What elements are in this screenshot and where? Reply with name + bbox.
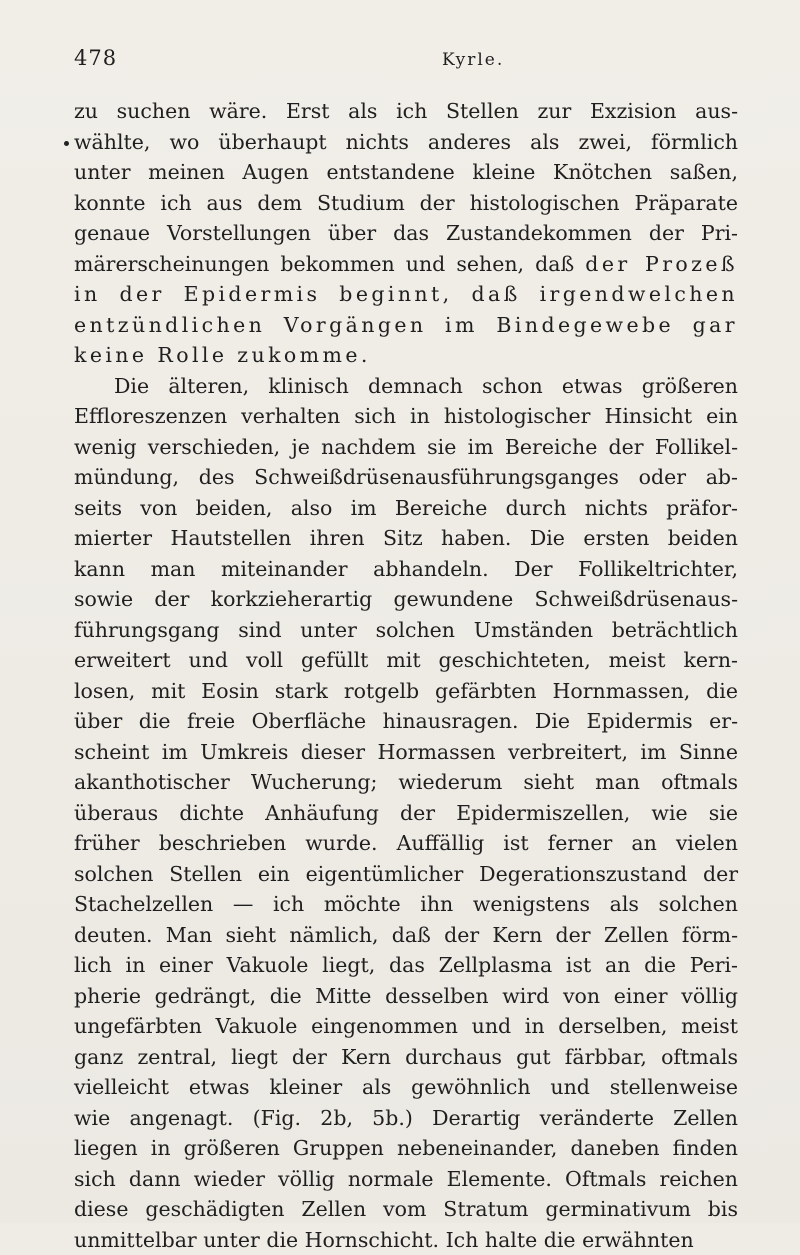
text-line: konnte ich aus dem Studium der histologischen Präparate xyxy=(74,188,738,219)
text-line: Stachelzellen — ich möchte ihn wenigstens als solchen xyxy=(74,889,738,920)
text-line: pherie gedrängt, die Mitte desselben wird von einer völlig xyxy=(74,981,738,1012)
text-line: wie angenagt. (Fig. 2b, 5b.) Derartig veränderte Zellen xyxy=(74,1103,738,1134)
text-line: deuten. Man sieht nämlich, daß der Kern der Zellen förm- xyxy=(74,920,738,951)
text-line: führungsgang sind unter solchen Umständen beträchtlich xyxy=(74,615,738,646)
page-number: 478 xyxy=(74,46,117,70)
text-line: über die freie Oberfläche hinausragen. Die Epidermis er- xyxy=(74,706,738,737)
text-line: kann man miteinander abhandeln. Der Follikeltrichter, xyxy=(74,554,738,585)
text-line: unter meinen Augen entstandene kleine Knötchen saßen, xyxy=(74,157,738,188)
text-line: wenig verschieden, je nachdem sie im Bereiche der Follikel- xyxy=(74,432,738,463)
text-line: früher beschrieben wurde. Auffällig ist ferner an vielen xyxy=(74,828,738,859)
text-line: akanthotischer Wucherung; wiederum sieht man oftmals xyxy=(74,767,738,798)
text-line: zu suchen wäre. Erst als ich Stellen zur Exzision aus- xyxy=(74,96,738,127)
text-line: solchen Stellen ein eigentümlicher Degerationszustand der xyxy=(74,859,738,890)
text-line: erweitert und voll gefüllt mit geschichteten, meist kern- xyxy=(74,645,738,676)
text-line: unmittelbar unter die Hornschicht. Ich halte die erwähnten xyxy=(74,1225,738,1255)
text-segment: märerscheinungen bekommen und sehen, daß xyxy=(74,252,574,276)
text-line: überaus dichte Anhäufung der Epidermiszellen, wie sie xyxy=(74,798,738,829)
page-header xyxy=(74,46,738,80)
text-line: wählte, wo überhaupt nichts anderes als zwei, förmlich xyxy=(74,127,738,158)
running-head: Kyrle. xyxy=(442,50,504,70)
text-line: sowie der korkzieherartig gewundene Schweißdrüsenaus- xyxy=(74,584,738,615)
spaced-emphasis: der Prozeß xyxy=(585,252,738,276)
text-line: seits von beiden, also im Bereiche durch nichts präfor- xyxy=(74,493,738,524)
text-line: mündung, des Schweißdrüsenausführungsganges oder ab- xyxy=(74,462,738,493)
text-line: diese geschädigten Zellen vom Stratum germinativum bis xyxy=(74,1194,738,1225)
text-line: genaue Vorstellungen über das Zustandekommen der Pri- xyxy=(74,218,738,249)
text-line: lich in einer Vakuole liegt, das Zellplasma ist an die Peri- xyxy=(74,950,738,981)
text-line: scheint im Umkreis dieser Hormassen verbreitert, im Sinne xyxy=(74,737,738,768)
text-line: Die älteren, klinisch demnach schon etwas größeren xyxy=(74,371,738,402)
text-line: losen, mit Eosin stark rotgelb gefärbten Hornmassen, die xyxy=(74,676,738,707)
text-line: vielleicht etwas kleiner als gewöhnlich und stellenweise xyxy=(74,1072,738,1103)
text-line-mixed xyxy=(74,249,738,280)
body-text xyxy=(74,96,738,1255)
text-line-spaced: keine Rolle zukomme. xyxy=(74,340,738,371)
margin-mark xyxy=(64,141,69,146)
text-line: liegen in größeren Gruppen nebeneinander, daneben finden xyxy=(74,1133,738,1164)
text-line-spaced: entzündlichen Vorgängen im Bindegewebe gar xyxy=(74,310,738,341)
text-line: sich dann wieder völlig normale Elemente. Oftmals reichen xyxy=(74,1164,738,1195)
text-line: mierter Hautstellen ihren Sitz haben. Die ersten beiden xyxy=(74,523,738,554)
text-line-spaced: in der Epidermis beginnt, daß irgendwelchen xyxy=(74,279,738,310)
text-line: ganz zentral, liegt der Kern durchaus gut färbbar, oftmals xyxy=(74,1042,738,1073)
text-line: ungefärbten Vakuole eingenommen und in derselben, meist xyxy=(74,1011,738,1042)
text-line: Effloreszenzen verhalten sich in histologischer Hinsicht ein xyxy=(74,401,738,432)
